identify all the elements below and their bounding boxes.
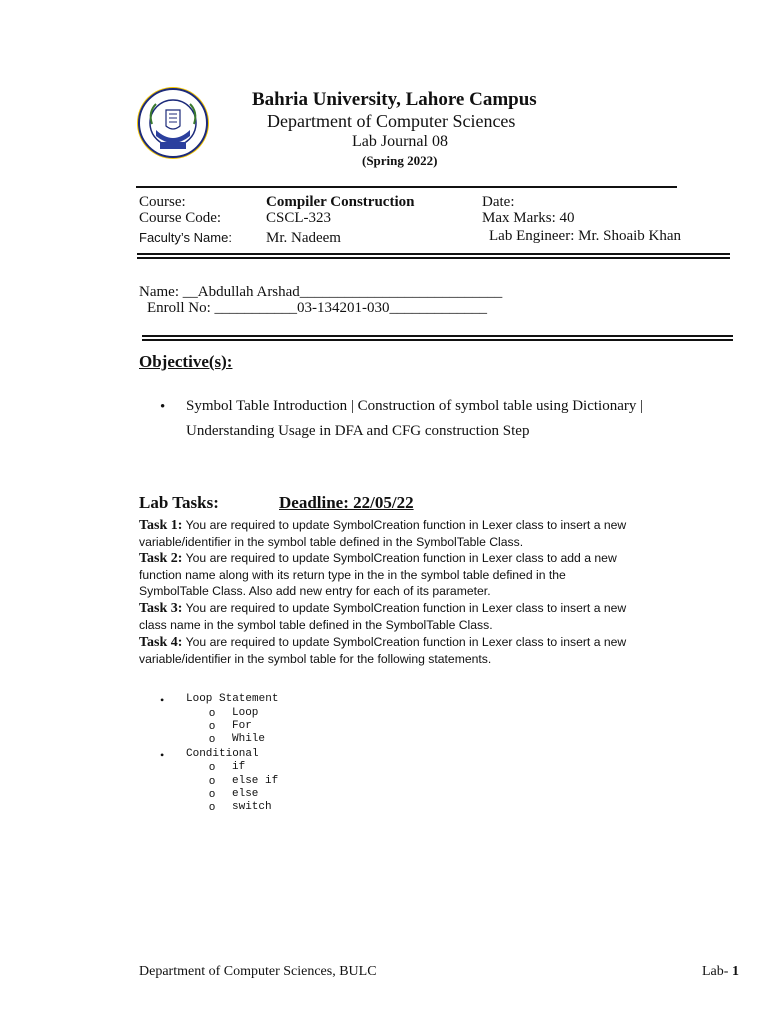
task-text: variable/identifier in the symbol table defined in the SymbolTable Class. xyxy=(139,535,524,549)
loop-sub-item: For xyxy=(232,720,252,732)
lab-engineer: Lab Engineer: Mr. Shoaib Khan xyxy=(489,228,682,244)
sub-bullet: o xyxy=(209,707,216,719)
objective-line-1: Symbol Table Introduction | Construction of symbol table using Dictionary | xyxy=(186,398,644,414)
loop-statement-item: Loop Statement xyxy=(186,693,279,705)
conditional-sub-item: else xyxy=(232,788,259,800)
sub-bullet: o xyxy=(209,775,216,787)
task-text: You are required to update SymbolCreation function in Lexer class to insert a new xyxy=(185,635,627,649)
university-title: Bahria University, Lahore Campus xyxy=(252,89,537,110)
loop-sub-item: Loop xyxy=(232,707,259,719)
conditional-sub-item: else if xyxy=(232,775,279,787)
course-code-label: Course Code: xyxy=(139,210,222,226)
task-text: SymbolTable Class. Also add new entry for each of its parameter. xyxy=(139,584,491,598)
conditional-sub-item: switch xyxy=(232,801,272,813)
task-text: function name along with its return type in the in the symbol table defined in the xyxy=(139,568,566,582)
info-divider-bottom xyxy=(137,257,730,259)
lab-tasks-heading: Lab Tasks: xyxy=(139,493,219,512)
sub-bullet: o xyxy=(209,733,216,745)
sub-bullet: o xyxy=(209,761,216,773)
task-label: Task 3: xyxy=(139,601,183,616)
task-text: You are required to update SymbolCreation function in Lexer class to insert a new xyxy=(185,601,627,615)
task-3 xyxy=(139,600,626,633)
course-code-value: CSCL-323 xyxy=(266,210,332,226)
student-name-line: Name: __Abdullah Arshad___________________________ xyxy=(139,284,503,300)
course-label: Course: xyxy=(139,194,186,210)
deadline-label: Deadline: 22/05/22 xyxy=(279,493,414,512)
task-2 xyxy=(139,550,617,599)
task-text: variable/identifier in the symbol table for the following statements. xyxy=(139,652,492,666)
task-label: Task 2: xyxy=(139,551,183,566)
footer-page-prefix: Lab- xyxy=(702,964,732,979)
sub-bullet: o xyxy=(209,720,216,732)
objectives-heading: Objective(s): xyxy=(139,352,233,371)
faculty-label: Faculty’s Name: xyxy=(139,230,232,245)
journal-title: Lab Journal 08 xyxy=(352,133,448,150)
footer-page-number: 1 xyxy=(731,964,739,979)
header-divider xyxy=(136,186,677,188)
info-divider-top xyxy=(137,253,730,255)
course-value: Compiler Construction xyxy=(266,194,415,210)
list-bullet: • xyxy=(160,693,165,707)
student-divider-top xyxy=(142,335,733,337)
department-title: Department of Computer Sciences xyxy=(267,111,516,131)
task-1 xyxy=(139,517,626,550)
task-text: You are required to update SymbolCreation function in Lexer class to insert a new xyxy=(185,518,627,532)
footer-department: Department of Computer Sciences, BULC xyxy=(139,964,377,979)
task-text: class name in the symbol table defined in the SymbolTable Class. xyxy=(139,618,493,632)
task-4 xyxy=(139,634,626,667)
objective-bullet: • xyxy=(160,399,166,415)
student-divider-bottom xyxy=(142,339,733,341)
task-text: You are required to update SymbolCreation function in Lexer class to add a new xyxy=(185,551,617,565)
footer-page xyxy=(702,964,739,980)
conditional-sub-item: if xyxy=(232,761,246,773)
max-marks: Max Marks: 40 xyxy=(482,210,575,226)
date-label: Date: xyxy=(482,194,515,210)
enroll-number-line: Enroll No: ___________03-134201-030_____________ xyxy=(147,300,487,316)
university-logo xyxy=(136,86,210,160)
list-bullet: • xyxy=(160,748,165,762)
task-label: Task 4: xyxy=(139,635,183,650)
sub-bullet: o xyxy=(209,788,216,800)
loop-sub-item: While xyxy=(232,733,266,745)
term-label: (Spring 2022) xyxy=(362,153,438,168)
conditional-item: Conditional xyxy=(186,748,259,760)
objective-line-2: Understanding Usage in DFA and CFG construction Step xyxy=(186,423,530,439)
faculty-value: Mr. Nadeem xyxy=(266,230,341,246)
task-label: Task 1: xyxy=(139,518,183,533)
sub-bullet: o xyxy=(209,801,216,813)
